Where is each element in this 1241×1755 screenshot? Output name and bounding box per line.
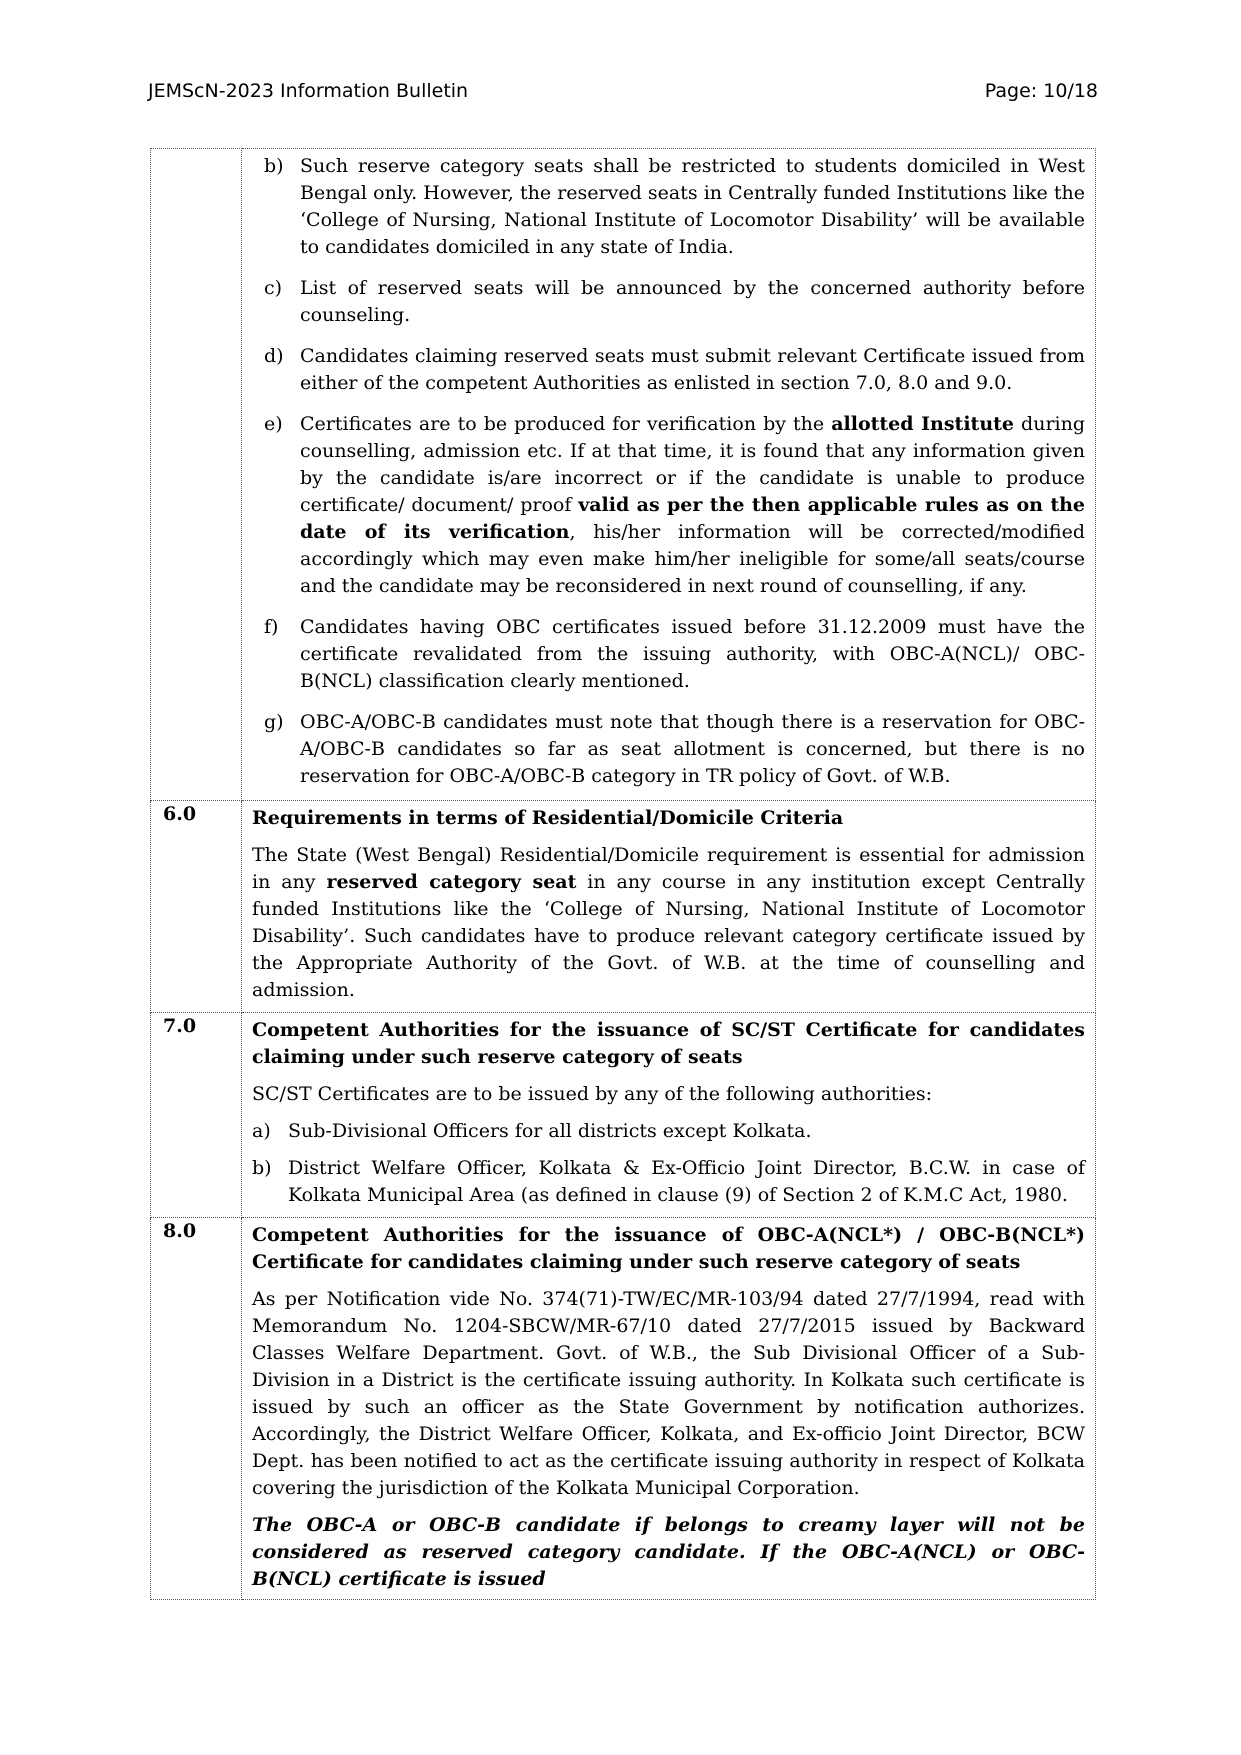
item-text: OBC-A/OBC-B candidates must note that though there is a reservation for OBC-A/OBC-B candidates so far as seat allotment is concerned, but there is no reservation for OBC-A/OBC-B category in TR policy of Govt. of W.B.	[300, 711, 1085, 787]
paragraph-bold: reserved category seat	[326, 871, 577, 893]
section-title: Competent Authorities for the issuance of SC/ST Certificate for candidates claiming under such reserve category of seats	[252, 1019, 1085, 1068]
section-paragraph	[252, 842, 1085, 1004]
item-label: a)	[252, 1120, 271, 1142]
creamy-layer-note: The OBC-A or OBC-B candidate if belongs to creamy layer will not be considered as reserved category candidate. If the OBC-A(NCL) or OBC-B(NCL) certificate is issued	[252, 1514, 1085, 1590]
item-label: d)	[264, 345, 284, 367]
section-title: Requirements in terms of Residential/Domicile Criteria	[252, 807, 844, 829]
section-5-continued	[242, 149, 1096, 801]
list-item-g	[252, 709, 1085, 790]
section-8	[242, 1218, 1096, 1600]
section-6	[242, 801, 1096, 1013]
table-row	[151, 801, 1096, 1013]
list-item-b	[252, 153, 1085, 261]
list-item-a	[252, 1118, 1085, 1145]
item-text-bold: valid as per the then applicable rules as on the date of its verification	[300, 494, 1085, 543]
paragraph-part: The State (West Bengal) Residential/Domicile requirement is essential for admission in any	[252, 844, 1085, 893]
section-7	[242, 1013, 1096, 1218]
table-row	[151, 1218, 1096, 1600]
section-intro: SC/ST Certificates are to be issued by any of the following authorities:	[252, 1083, 933, 1105]
rules-table	[150, 148, 1096, 1600]
header-title: JEMScN-2023 Information Bulletin	[148, 80, 469, 102]
section-number: 6.0	[151, 801, 242, 1013]
item-label: c)	[264, 277, 283, 299]
item-text: District Welfare Officer, Kolkata & Ex-Officio Joint Director, B.C.W. in case of Kolkata Municipal Area (as defined in clause (9) of Section 2 of K.M.C Act, 1980.	[288, 1157, 1085, 1206]
item-text: Candidates having OBC certificates issued before 31.12.2009 must have the certificate revalidated from the issuing authority, with OBC-A(NCL)/ OBC-B(NCL) classification clearly mentioned.	[300, 616, 1085, 692]
item-label: b)	[264, 155, 284, 177]
list-item-f	[252, 614, 1085, 695]
item-label: f)	[264, 616, 279, 638]
section-number-empty	[151, 149, 242, 801]
list-item-d	[252, 343, 1085, 397]
item-label: b)	[252, 1157, 272, 1179]
section-number: 8.0	[151, 1218, 242, 1600]
item-text-part: Certificates are to be produced for verification by the	[300, 413, 832, 435]
item-label: g)	[264, 711, 284, 733]
section-title: Competent Authorities for the issuance of OBC-A(NCL*) / OBC-B(NCL*) Certificate for candidates claiming under such reserve category of seats	[252, 1224, 1085, 1273]
item-text-bold: allotted Institute	[831, 413, 1015, 435]
list-item-c	[252, 275, 1085, 329]
page-number: Page: 10/18	[984, 80, 1098, 102]
item-text: Candidates claiming reserved seats must submit relevant Certificate issued from either of the competent Authorities as enlisted in section 7.0, 8.0 and 9.0.	[300, 345, 1085, 394]
table-row	[151, 1013, 1096, 1218]
paragraph-part: in any course in any institution except Centrally funded Institutions like the ‘College of Nursing, National Institute of Locomotor Disability’. Such candidates have to produce relevant category certificate issued by the Appropriate Authority of the Govt. of W.B. at the time of counselling and admission.	[252, 871, 1085, 1001]
item-text: Such reserve category seats shall be restricted to students domiciled in West Bengal only. However, the reserved seats in Centrally funded Institutions like the ‘College of Nursing, National Institute of Locomotor Disability’ will be available to candidates domiciled in any state of India.	[300, 155, 1085, 258]
item-text	[300, 411, 1085, 600]
list-item-b	[252, 1155, 1085, 1209]
item-text: Sub-Divisional Officers for all districts except Kolkata.	[288, 1120, 812, 1142]
section-paragraph: As per Notification vide No. 374(71)-TW/EC/MR-103/94 dated 27/7/1994, read with Memorandum No. 1204-SBCW/MR-67/10 dated 27/7/2015 issued by Backward Classes Welfare Department. Govt. of W.B., the Sub Divisional Officer of a Sub- Division in a District is the certificate issuing authority. In Kolkata such certificate is issued by such an officer as the State Government by notification authorizes. Accordingly, the District Welfare Officer, Kolkata, and Ex-officio Joint Director, BCW Dept. has been notified to act as the certificate issuing authority in respect of Kolkata covering the jurisdiction of the Kolkata Municipal Corporation.	[252, 1288, 1085, 1499]
item-text-part: , his/her information will be corrected/modified accordingly which may even make him/her ineligible for some/all seats/course and the candidate may be reconsidered in next round of counselling, if any.	[300, 521, 1085, 597]
item-text-part: during counselling, admission etc. If at that time, it is found that any information given by the candidate is/are incorrect or if the candidate is unable to produce certificate/ document/ proof	[300, 413, 1086, 516]
item-text: List of reserved seats will be announced by the concerned authority before counseling.	[300, 277, 1085, 326]
item-label: e)	[264, 413, 283, 435]
section-number: 7.0	[151, 1013, 242, 1218]
table-row	[151, 149, 1096, 801]
list-item-e	[252, 411, 1085, 600]
